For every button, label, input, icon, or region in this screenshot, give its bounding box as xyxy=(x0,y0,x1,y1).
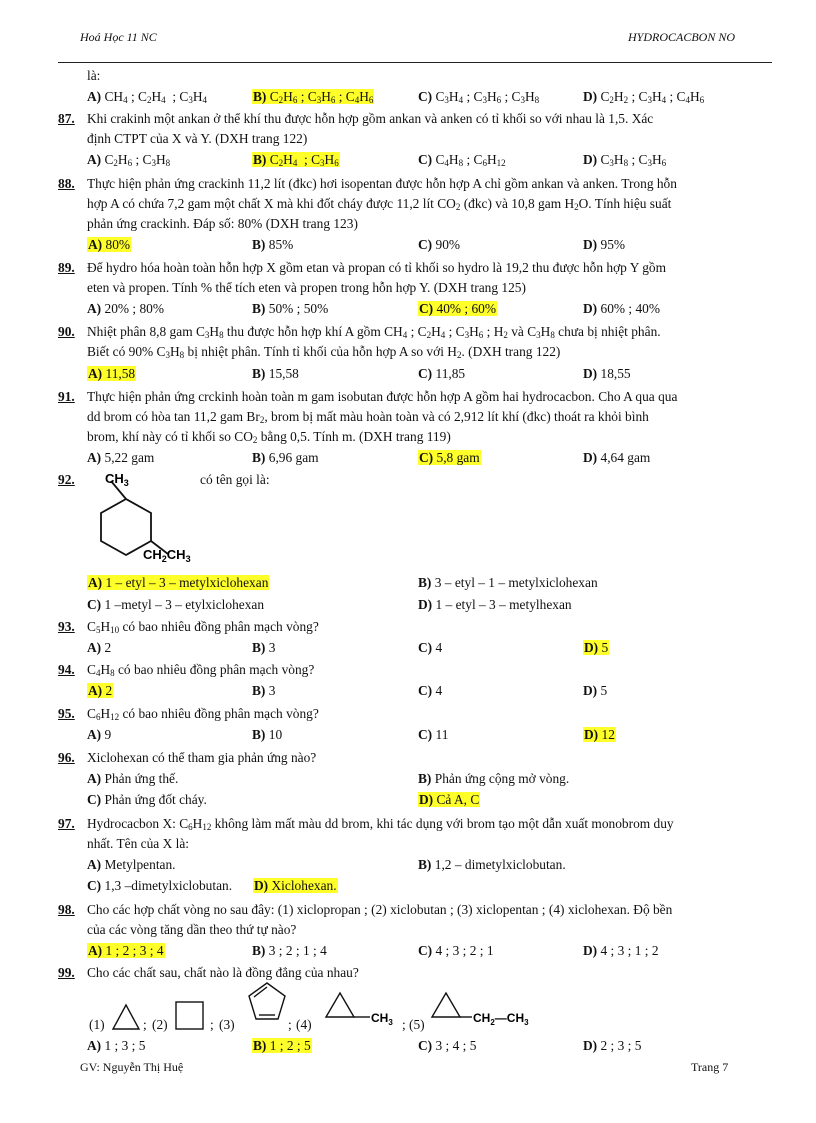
q96-text: Xiclohexan có thể tham gia phản ứng nào? xyxy=(87,750,317,765)
q90-option-d: D) 18,55 xyxy=(583,366,631,381)
q98-line1: Cho các hợp chất vòng no sau đây: (1) xiclopropan ; (2) xiclobutan ; (3) xiclopentan ; (4) xiclohexan. Độ bền xyxy=(87,902,673,917)
q92-option-d: D) 1 – etyl – 3 – metylhexan xyxy=(418,597,572,612)
ethylcyclopropane-structure xyxy=(430,990,542,1032)
q90-line2: Biết có 90% $C_3H_8$ bị nhiệt phân. Tính tỉ khối của hỗn hợp A so với $H_2$. (DXH trang 122) xyxy=(87,344,561,360)
q97-number: 97. xyxy=(58,816,75,831)
separator-1: ; xyxy=(143,1017,147,1032)
separator-4: ; xyxy=(402,1017,406,1032)
q97-line1: Hydrocacbon X: $C_6H_{12}$ không làm mất màu dd brom, khi tác dụng với brom tạo một dẫn xuất monobrom duy xyxy=(87,816,674,832)
q94-text: $C_4H_8$ có bao nhiêu đồng phân mạch vòng? xyxy=(87,662,315,678)
q87-option-c: C) $C_4H_8$ ; $C_6H_{12}$ xyxy=(418,152,506,168)
q99-text: Cho các chất sau, chất nào là đồng đẳng của nhau? xyxy=(87,965,359,980)
header-topic: HYDROCACBON NO xyxy=(628,30,736,44)
q91-option-b: B) 6,96 gam xyxy=(252,450,319,465)
q90-option-c: C) 11,85 xyxy=(418,366,466,381)
q88-option-b: B) 85% xyxy=(252,237,294,252)
q89-option-c: C) 40% ; 60% xyxy=(419,301,497,316)
q94-number: 94. xyxy=(58,662,75,677)
cyclopropane-structure xyxy=(110,1002,142,1032)
q89-option-a: A) 20% ; 80% xyxy=(87,301,165,316)
structure-label-4: (4) xyxy=(296,1017,312,1032)
q93-option-a: A) 2 xyxy=(87,640,112,655)
structure-label-2: (2) xyxy=(152,1017,168,1032)
q96-option-d: D) Cả A, C xyxy=(419,792,480,807)
footer-page-number: Trang 7 xyxy=(691,1060,729,1074)
q87-line2: định CTPT của X và Y. (DXH trang 122) xyxy=(87,131,308,146)
q92-option-c: C) 1 –metyl – 3 – etylxiclohexan xyxy=(87,597,265,612)
q90-number: 90. xyxy=(58,324,75,339)
q99-option-c: C) 3 ; 4 ; 5 xyxy=(418,1038,477,1053)
q86-option-d: D) $C_2H_2$ ; $C_3H_4$ ; $C_4H_6$ xyxy=(583,89,705,105)
ch3-label: $CH_3$ xyxy=(105,471,129,488)
q92-option-b: B) 3 – etyl – 1 – metylxiclohexan xyxy=(418,575,598,590)
q98-option-a: A) 1 ; 2 ; 3 ; 4 xyxy=(88,943,164,958)
q87-option-a: A) $C_2H_6$ ; $C_3H_8$ xyxy=(87,152,171,168)
ch2ch3-label: $CH_2CH_3$ xyxy=(143,547,191,564)
methylethylcyclohexane-structure xyxy=(80,468,220,568)
q97-option-b: B) 1,2 – dimetylxiclobutan. xyxy=(418,857,566,872)
q97-line2: nhất. Tên của X là: xyxy=(87,836,190,851)
structure-label-1: (1) xyxy=(89,1017,105,1032)
q98-option-d: D) 4 ; 3 ; 1 ; 2 xyxy=(583,943,659,958)
q97-option-a: A) Metylpentan. xyxy=(87,857,176,872)
q91-option-d: D) 4,64 gam xyxy=(583,450,651,465)
q92-option-a: A) 1 – etyl – 3 – metylxiclohexan xyxy=(88,575,269,590)
q90-option-b: B) 15,58 xyxy=(252,366,299,381)
q91-option-a: A) 5,22 gam xyxy=(87,450,155,465)
q86-option-a: A) $CH_4$ ; $C_2H_4$ ; $C_3H_4$ xyxy=(87,89,207,105)
ring xyxy=(432,993,460,1017)
q91-line1: Thực hiện phản ứng crckinh hoàn toàn m gam isobutan được hỗn hợp A gồm hai hydrocacbon. Cho A qua qua xyxy=(87,389,678,404)
q88-option-a: A) 80% xyxy=(88,237,131,252)
q87-option-b: B) $C_2H_4$ ; $C_3H_6$ xyxy=(253,152,339,168)
q88-number: 88. xyxy=(58,176,75,191)
q95-text: $C_6H_{12}$ có bao nhiêu đồng phân mạch vòng? xyxy=(87,706,319,722)
q88-line2: hợp A có chứa 7,2 gam một chất X mà khi đốt cháy được 11,2 lít $CO_2$ (đkc) và 10,8 gam $H_2O$. Tính hiệu suất xyxy=(87,196,672,212)
q93-option-b: B) 3 xyxy=(252,640,276,655)
cyclopentene-structure xyxy=(246,980,288,1026)
q89-number: 89. xyxy=(58,260,75,275)
q95-option-a: A) 9 xyxy=(87,727,112,742)
structure-label-3: (3) xyxy=(219,1017,235,1032)
q98-line2: của các vòng tăng dần theo thứ tự nào? xyxy=(87,922,297,937)
q94-option-b: B) 3 xyxy=(252,683,276,698)
cyclobutane-ring xyxy=(176,1002,203,1029)
q96-number: 96. xyxy=(58,750,75,765)
q90-option-a: A) 11,58 xyxy=(88,366,136,381)
q94-option-a: A) 2 xyxy=(88,683,113,698)
separator-2: ; xyxy=(210,1017,214,1032)
methylcyclopropane-structure xyxy=(322,990,402,1030)
q88-line3: phản ứng crackinh. Đáp số: 80% (DXH trang 123) xyxy=(87,216,358,231)
header-rule xyxy=(58,62,772,63)
footer-teacher: GV: Nguyễn Thị Huệ xyxy=(80,1060,184,1074)
methyl-label: $CH_3$ xyxy=(371,1011,393,1027)
q93-option-c: C) 4 xyxy=(418,640,443,655)
ethyl-label: $CH_2—CH_3$ xyxy=(473,1011,529,1027)
q99-option-d: D) 2 ; 3 ; 5 xyxy=(583,1038,642,1053)
q96-option-a: A) Phản ứng thế. xyxy=(87,771,179,786)
structure-label-5: (5) xyxy=(409,1017,425,1032)
separator-3: ; xyxy=(288,1017,292,1032)
q95-option-b: B) 10 xyxy=(252,727,283,742)
q90-line1: Nhiệt phân 8,8 gam $C_3H_8$ thu được hỗn hợp khí A gồm $CH_4$ ; $C_2H_4$ ; $C_3H_6$ ; $H_2$ và $C_3H_8$ chưa bị nhiệt phân. xyxy=(87,324,661,340)
ring xyxy=(326,993,354,1017)
q86-cont: là: xyxy=(87,68,101,83)
q91-line3: brom, khí này có tỉ khối so $CO_2$ bằng 0,5. Tính m. (DXH trang 119) xyxy=(87,429,451,445)
q86-option-c: C) $C_3H_4$ ; $C_3H_6$ ; $C_3H_8$ xyxy=(418,89,540,105)
q89-line1: Để hydro hóa hoàn toàn hỗn hợp X gồm etan và propan có tỉ khối so hydro là 19,2 thu được hỗn hợp Y gồm xyxy=(87,260,667,275)
q87-option-d: D) $C_3H_8$ ; $C_3H_6$ xyxy=(583,152,667,168)
q96-option-c: C) Phản ứng đốt cháy. xyxy=(87,792,207,807)
q95-number: 95. xyxy=(58,706,75,721)
q91-line2: dd brom có hòa tan 11,2 gam $Br_2$, brom bị mất màu hoàn toàn và có 2,912 lít khí (đkc) thoát ra khỏi bình xyxy=(87,409,649,425)
q93-option-d: D) 5 xyxy=(584,640,609,655)
q89-option-d: D) 60% ; 40% xyxy=(583,301,661,316)
cyclopentene-ring xyxy=(249,983,285,1019)
q93-text: $C_5H_{10}$ có bao nhiêu đồng phân mạch vòng? xyxy=(87,619,319,635)
q99-number: 99. xyxy=(58,965,75,980)
q87-line1: Khi crakinh một ankan ở thể khí thu được hỗn hợp gồm ankan và anken có tỉ khối so với nhau là 1,5. Xác xyxy=(87,111,654,126)
q92-number: 92. xyxy=(58,472,75,487)
q92-text: có tên gọi là: xyxy=(200,472,270,487)
q91-option-c: C) 5,8 gam xyxy=(419,450,480,465)
header-subject: Hoá Học 11 NC xyxy=(80,30,157,44)
q94-option-d: D) 5 xyxy=(583,683,608,698)
q95-option-c: C) 11 xyxy=(418,727,449,742)
q97-option-c: C) 1,3 –dimetylxiclobutan. xyxy=(87,878,233,893)
q99-option-b: B) 1 ; 2 ; 5 xyxy=(253,1038,311,1053)
q89-line2: eten và propen. Tính % thể tích eten và propen trong hỗn hợp Y. (DXH trang 125) xyxy=(87,280,526,295)
q99-option-a: A) 1 ; 3 ; 5 xyxy=(87,1038,146,1053)
cyclopropane-ring xyxy=(113,1005,139,1029)
q98-number: 98. xyxy=(58,902,75,917)
q98-option-b: B) 3 ; 2 ; 1 ; 4 xyxy=(252,943,327,958)
q95-option-d: D) 12 xyxy=(584,727,615,742)
q96-option-b: B) Phản ứng cộng mở vòng. xyxy=(418,771,570,786)
q91-number: 91. xyxy=(58,389,75,404)
q97-option-d: D) Xiclohexan. xyxy=(254,878,337,893)
q88-line1: Thực hiện phản ứng crackinh 11,2 lít (đkc) hơi isopentan được hỗn hợp A chỉ gồm ankan và anken. Trong hỗn xyxy=(87,176,677,191)
q98-option-c: C) 4 ; 3 ; 2 ; 1 xyxy=(418,943,494,958)
q94-option-c: C) 4 xyxy=(418,683,443,698)
q88-option-c: C) 90% xyxy=(418,237,461,252)
cyclobutane-structure xyxy=(174,1000,206,1032)
q89-option-b: B) 50% ; 50% xyxy=(252,301,329,316)
q93-number: 93. xyxy=(58,619,75,634)
q88-option-d: D) 95% xyxy=(583,237,626,252)
q86-option-b: B) $C_2H_6$ ; $C_3H_6$ ; $C_4H_6$ xyxy=(253,89,374,105)
q87-number: 87. xyxy=(58,111,75,126)
